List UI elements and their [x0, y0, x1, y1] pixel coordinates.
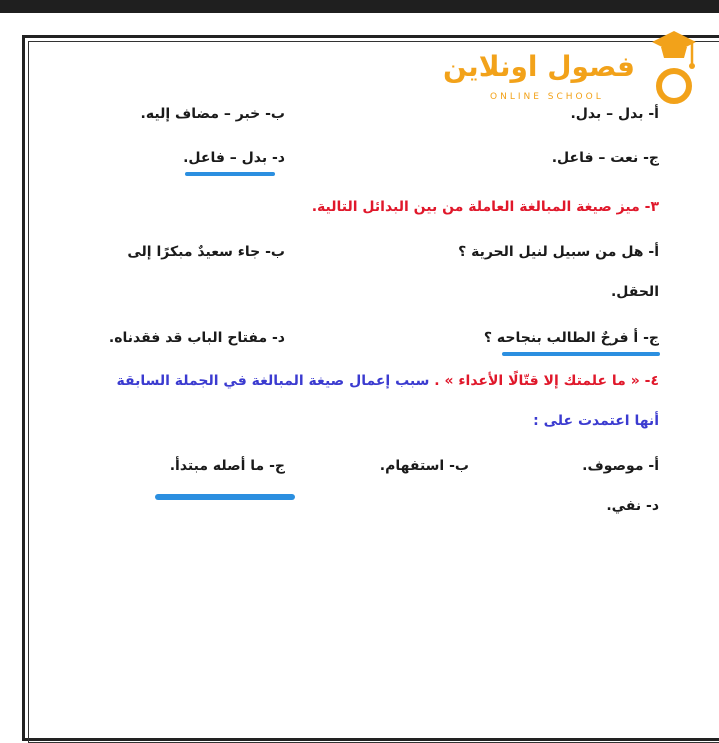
- q4-quote: ٤- « ما علمتك إلا قتّالًا الأعداء » .: [434, 373, 659, 389]
- q3-option-d: د- مفتاح الباب قد فقدناه.: [108, 330, 285, 346]
- q3-option-c: ج- أ فرحٌ الطالب بنجاحه ؟: [483, 330, 659, 346]
- answer-highlight-q2: [185, 172, 275, 176]
- logo-arabic-text: فصول اونلاين: [442, 50, 635, 83]
- answer-highlight-q3: [502, 352, 660, 356]
- q2-option-c: ج- نعت – فاعل.: [551, 150, 659, 166]
- q4-option-d: د- نفي.: [606, 498, 659, 514]
- q4-option-c: ج- ما أصله مبتدأ.: [169, 458, 285, 474]
- q3-option-b: ب- جاء سعيدٌ مبكرًا إلى: [127, 244, 285, 260]
- page-border-inner: [28, 41, 719, 743]
- q4-question-text: سبب إعمال صيغة المبالغة في الجملة السابقة: [116, 373, 430, 389]
- q3-option-a-continuation: الحقل.: [610, 284, 659, 300]
- q4-question-line1: [117, 373, 659, 389]
- q3-title: ٣- ميز صيغة المبالغة العاملة من بين البدائل التالية.: [311, 199, 659, 215]
- q4-question-line2: أنها اعتمدت على :: [533, 413, 659, 429]
- q4-option-a: أ- موصوف.: [582, 458, 659, 474]
- logo-english-text: ONLINE SCHOOL: [490, 92, 604, 102]
- q2-option-a: أ- بدل – بدل.: [570, 106, 659, 122]
- answer-highlight-q4: [155, 494, 295, 500]
- top-bar: [0, 0, 719, 13]
- graduation-cap-logo-icon: [648, 22, 698, 110]
- q2-option-b: ب- خبر – مضاف إليه.: [140, 106, 285, 122]
- q2-option-d: د- بدل – فاعل.: [183, 150, 285, 166]
- q4-option-b: ب- استفهام.: [379, 458, 469, 474]
- q3-option-a: أ- هل من سبيل لنيل الحرية ؟: [458, 244, 659, 260]
